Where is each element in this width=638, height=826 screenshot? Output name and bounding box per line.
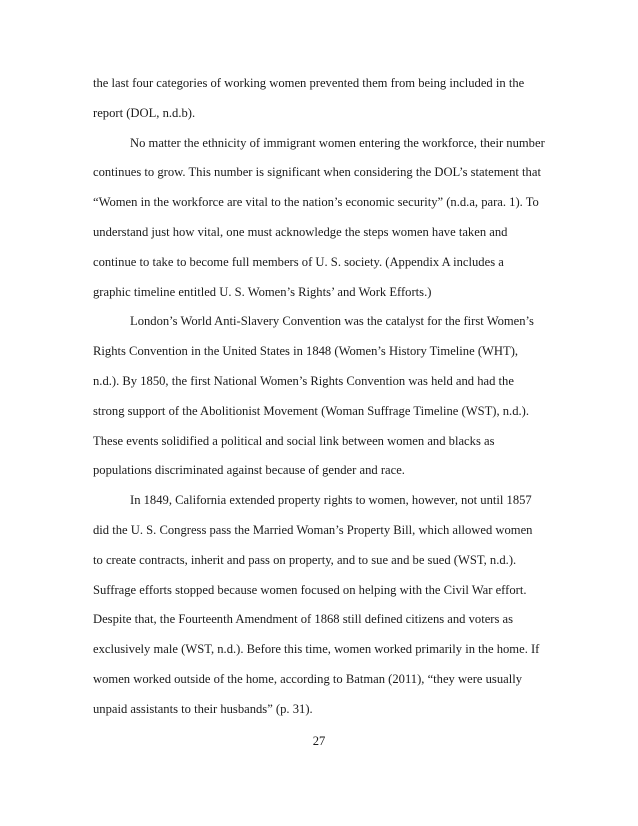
text-line: exclusively male (WST, n.d.). Before this time, women worked primarily in the home. If xyxy=(93,642,540,657)
text-line: n.d.). By 1850, the first National Women’s Rights Convention was held and had the xyxy=(93,373,514,388)
text-line: “Women in the workforce are vital to the nation’s economic security” (n.d.a, para. 1). To xyxy=(93,195,539,210)
text-line: Rights Convention in the United States in 1848 (Women’s History Timeline (WHT), xyxy=(93,344,519,359)
text-line: London’s World Anti-Slavery Convention was the catalyst for the first Women’s xyxy=(130,314,534,329)
text-line: populations discriminated against because of gender and race. xyxy=(93,463,405,478)
text-line: In 1849, California extended property rights to women, however, not until 1857 xyxy=(130,493,532,508)
page-number: 27 xyxy=(312,734,326,748)
text-line: women worked outside of the home, according to Batman (2011), “they were usually xyxy=(93,671,522,686)
text-line: These events solidified a political and social link between women and blacks as xyxy=(93,433,495,448)
text-line: Suffrage efforts stopped because women focused on helping with the Civil War effort. xyxy=(93,582,527,597)
text-line: strong support of the Abolitionist Movement (Woman Suffrage Timeline (WST), n.d.). xyxy=(93,403,529,418)
text-line: continue to take to become full members of U. S. society. (Appendix A includes a xyxy=(93,254,504,269)
text-line: unpaid assistants to their husbands” (p. 31). xyxy=(93,701,313,716)
text-line: graphic timeline entitled U. S. Women’s Rights’ and Work Efforts.) xyxy=(93,284,432,299)
text-line: No matter the ethnicity of immigrant women entering the workforce, their number xyxy=(130,135,545,150)
body-text xyxy=(93,73,553,729)
text-line: did the U. S. Congress pass the Married Woman’s Property Bill, which allowed women xyxy=(93,522,533,537)
text-line: to create contracts, inherit and pass on property, and to sue and be sued (WST, n.d.). xyxy=(93,552,517,567)
text-line: continues to grow. This number is significant when considering the DOL’s statement that xyxy=(93,165,541,180)
text-line: Despite that, the Fourteenth Amendment of 1868 still defined citizens and voters as xyxy=(93,612,514,627)
text-line: the last four categories of working women prevented them from being included in the xyxy=(93,76,525,90)
text-line: report (DOL, n.d.b). xyxy=(93,105,196,120)
text-line: understand just how vital, one must acknowledge the steps women have taken and xyxy=(93,224,508,239)
